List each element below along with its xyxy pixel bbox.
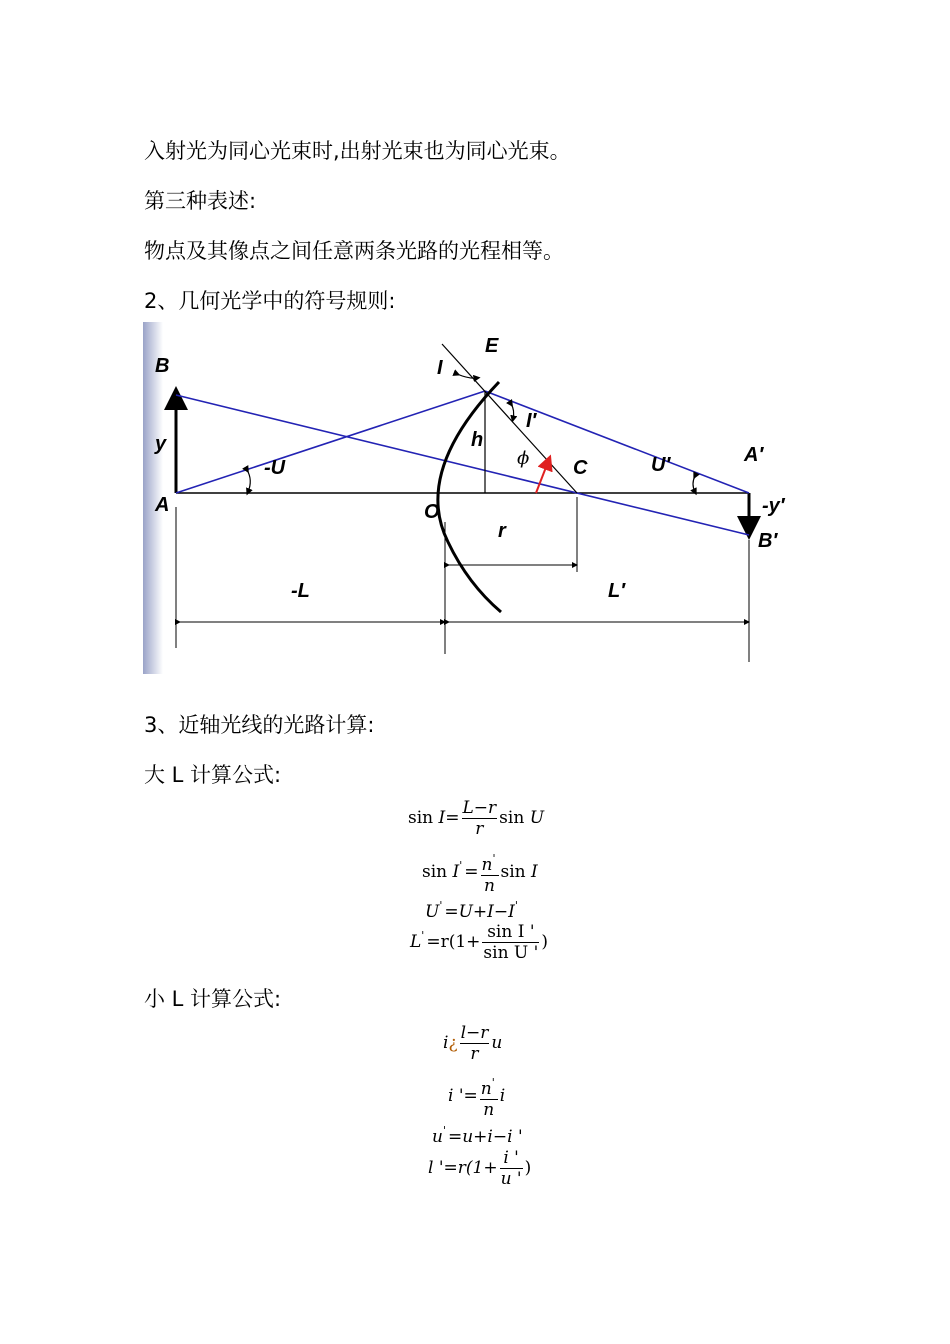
label-O: O <box>424 501 440 523</box>
heading-big-L: 大 L 计算公式: <box>144 763 282 787</box>
angle-U-arc <box>247 470 250 492</box>
label-L-prime: L′ <box>608 580 626 602</box>
heading-sign-rules: 2、几何光学中的符号规则: <box>144 289 396 313</box>
heading-paraxial: 3、近轴光线的光路计算: <box>144 713 375 737</box>
refracting-surface <box>438 382 501 612</box>
label-A: A <box>155 494 170 516</box>
equation-small-2: i '= $\frac{n'}{n}$ i <box>448 1073 505 1120</box>
label-h: h <box>471 429 484 451</box>
label-phi: ϕ <box>517 448 530 469</box>
equation-big-1: sin I= $\frac{L-r}{r}$ sin U <box>408 798 545 839</box>
phi-arrow <box>536 462 548 493</box>
label-neg-y-prime: -y′ <box>762 495 785 517</box>
ray-E-to-Aprime <box>485 391 749 493</box>
heading-small-L: 小 L 计算公式: <box>144 987 282 1011</box>
paragraph-third-statement: 第三种表述: <box>144 189 257 213</box>
equation-big-3: U' =U+I−I' <box>425 899 518 922</box>
label-neg-U: -U <box>264 457 286 479</box>
equation-small-4: l '=r(1+ $\frac{i '}{u '}$ ) <box>428 1148 532 1189</box>
sign-convention-diagram <box>143 322 803 674</box>
angle-Uprime-arc <box>693 476 695 492</box>
label-E: E <box>485 335 499 357</box>
label-A-prime: A′ <box>744 444 764 466</box>
paragraph-concentric-beam: 入射光为同心光束时,出射光束也为同心光束。 <box>144 139 571 163</box>
angle-I-arc <box>457 374 477 378</box>
label-I-prime: I′ <box>526 410 537 432</box>
label-U-prime: U′ <box>651 454 671 476</box>
label-C: C <box>573 457 588 479</box>
label-B: B <box>155 355 170 377</box>
label-r: r <box>498 520 506 542</box>
label-neg-L: -L <box>291 580 310 602</box>
label-B-prime: B′ <box>758 530 778 552</box>
equation-small-3: u' =u+i−i ' <box>432 1124 523 1147</box>
angle-Iprime-arc <box>511 404 514 419</box>
equation-big-2: sin I' = $\frac{n'}{n}$ sin I <box>422 849 538 896</box>
label-I: I <box>437 357 443 379</box>
label-y: y <box>155 433 167 455</box>
paragraph-optical-path: 物点及其像点之间任意两条光路的光程相等。 <box>144 239 564 263</box>
equation-small-1: i¿ $\frac{l-r}{r}$ u <box>443 1023 503 1064</box>
equation-big-4: L' =r(1+ $\frac{\text{sin I '}}{\text{sin U '}}$ ) <box>410 922 548 963</box>
